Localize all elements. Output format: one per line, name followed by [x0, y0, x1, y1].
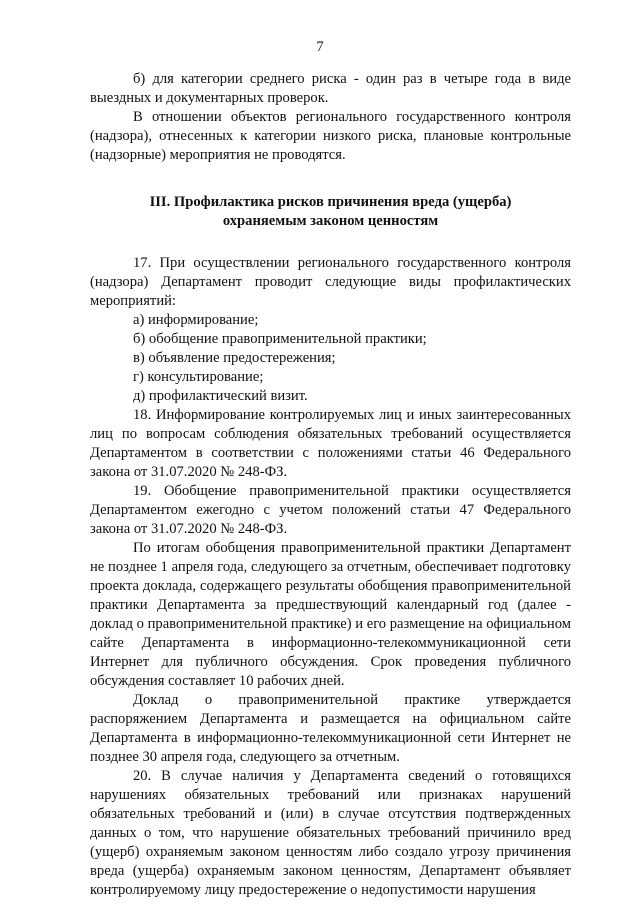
section-heading-line-2: охраняемым законом ценностям [222, 213, 439, 229]
clause-17-item-e: д) профилактический визит. [133, 388, 308, 404]
clause-19: 19. Обобщение правоприменительной практики осуществляется Департаментом ежегодно с учетом положений статьи 47 Федерального закона от 31.07.2020 № 248-ФЗ. [90, 483, 571, 537]
document-body [90, 70, 571, 900]
paragraph-risk-low: В отношении объектов регионального государственного контроля (надзора), отнесенных к категории низкого риска, плановые контрольные (надзорные) мероприятия не проводятся. [90, 109, 571, 163]
clause-17-item-b: б) обобщение правоприменительной практики; [133, 331, 427, 347]
clause-17-item-c: в) объявление предостережения; [133, 350, 336, 366]
clause-17-item-a: а) информирование; [133, 312, 259, 328]
clause-17-item-d: г) консультирование; [133, 369, 264, 385]
clause-17: 17. При осуществлении регионального государственного контроля (надзора) Департамент проводит следующие виды профилактических мероприятий: [90, 255, 571, 309]
section-heading-line-1: III. Профилактика рисков причинения вреда (ущерба) [149, 194, 512, 210]
paragraph-risk-medium: б) для категории среднего риска - один раз в четыре года в виде выездных и документарных проверок. [90, 71, 571, 106]
clause-18: 18. Информирование контролируемых лиц и иных заинтересованных лиц по вопросам соблюдения обязательных требований осуществляется Департаментом в соответствии с положениями статьи 46 Федерального закона от 31.07.2020 № 248-ФЗ. [90, 407, 571, 480]
page-number: 7 [316, 39, 324, 55]
clause-19-paragraph-2: По итогам обобщения правоприменительной практики Департамент не позднее 1 апреля года, следующего за отчетным, обеспечивает подготовку проекта доклада, содержащего результаты обобщения правоприменительной практики Департамента за предшествующий календарный год (далее - доклад о правоприменительной практике) и его размещение на официальном сайте Департамента в информационно-телекоммуникационной сети Интернет для публичного обсуждения. Срок проведения публичного обсуждения составляет 10 рабочих дней. [90, 540, 571, 689]
clause-20: 20. В случае наличия у Департамента сведений о готовящихся нарушениях обязательных требований или признаках нарушений обязательных требований и (или) в случае отсутствия подтвержденных данных о том, что нарушение обязательных требований причинило вред (ущерб) охраняемым законом ценностям либо создало угрозу причинения вреда (ущерба) охраняемым законом ценностям, Департамент объявляет контролируемому лицу предостережение о недопустимости нарушения [90, 768, 571, 898]
section-heading [90, 193, 571, 231]
clause-19-paragraph-3: Доклад о правоприменительной практике утверждается распоряжением Департамента и размещается на официальном сайте Департамента в информационно-телекоммуникационной сети Интернет не позднее 30 апреля года, следующего за отчетным. [90, 692, 571, 765]
